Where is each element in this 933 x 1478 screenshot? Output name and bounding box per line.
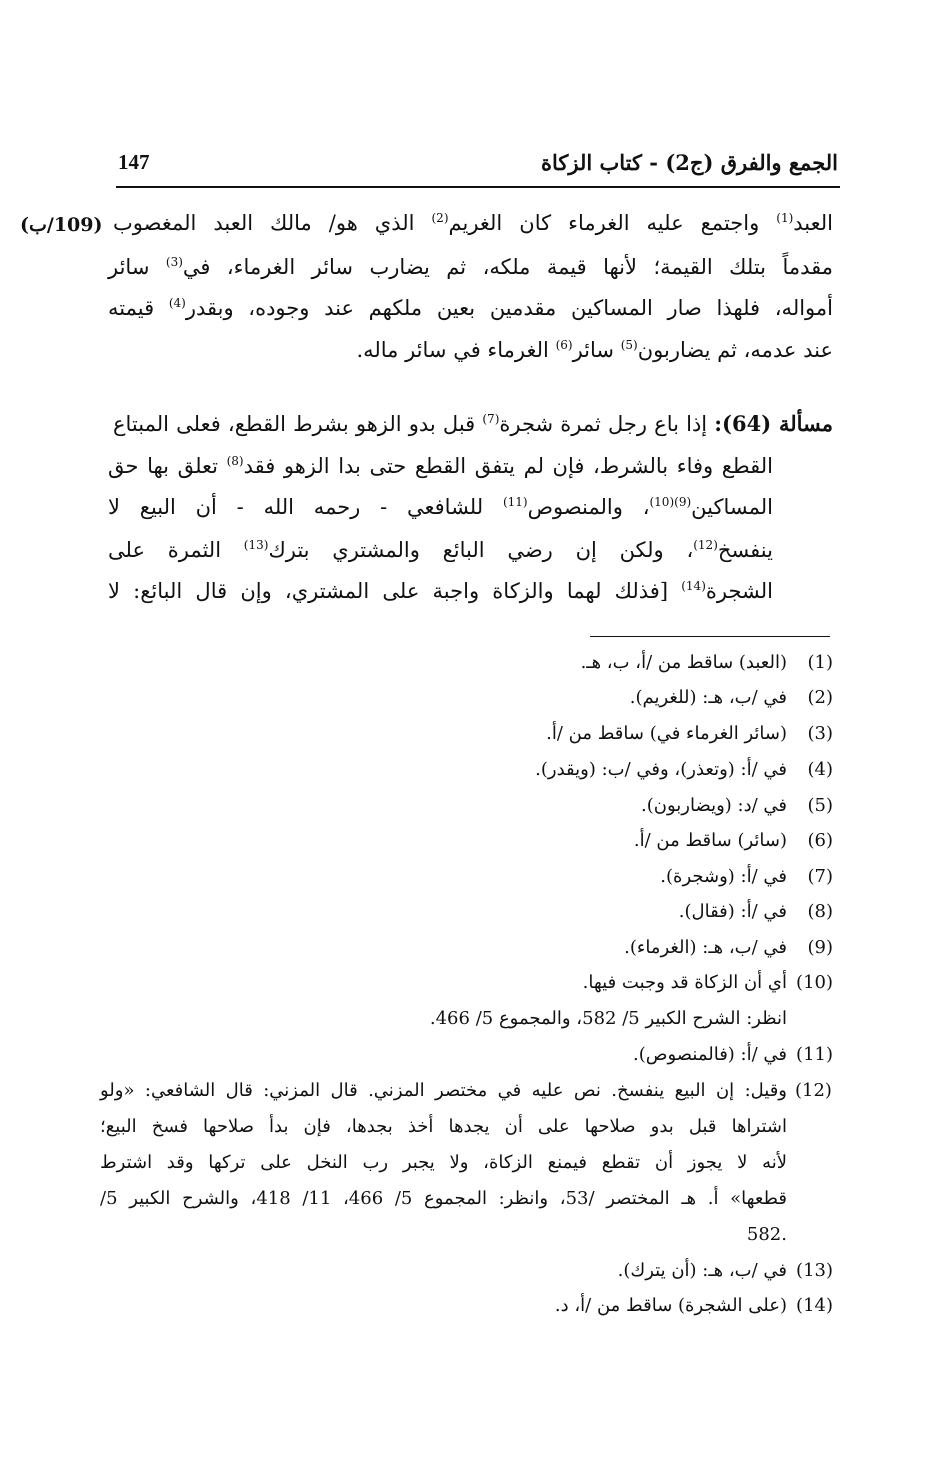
- paragraph1-line1: [113, 213, 833, 234]
- footnote-ref: (8): [226, 454, 244, 468]
- paragraph2-line4: [108, 540, 773, 561]
- text-span: [فذلك لهما والزكاة واجبة على المشتري، وإن قال البائع: لا: [108, 579, 682, 603]
- text-span: واجتمع عليه الغرماء كان الغريم: [448, 211, 777, 235]
- footnote-number: (6): [807, 830, 833, 851]
- footnote-number: (5): [807, 795, 833, 816]
- footnote-11: [633, 1046, 833, 1064]
- footnote-12-line5: .582: [746, 1224, 787, 1245]
- footnote-6: [634, 832, 833, 850]
- footnote-12-line2: اشتراها قبل بدو صلاحها على أن يجدها أخذ بجدها، فإن بدأ صلاحها فسخ البيع؛: [100, 1116, 787, 1137]
- footnote-number: (7): [807, 866, 833, 887]
- paragraph2-line2: [108, 456, 773, 477]
- text-span: الثمرة على: [108, 538, 244, 562]
- footnote-ref: (12): [693, 538, 718, 552]
- footnote-number: (8): [807, 901, 833, 922]
- header-rule: [116, 186, 840, 188]
- folio-marker: (109/ب): [20, 214, 103, 236]
- footnote-ref: (3): [165, 255, 183, 269]
- footnote-rule: [590, 636, 830, 637]
- text-span: الشجرة: [705, 579, 773, 603]
- issue-label: مسألة (64):: [714, 411, 834, 436]
- footnote-text: في /أ: (وشجرة).: [660, 866, 787, 887]
- running-header: [118, 150, 838, 190]
- footnote-number: (11): [796, 1044, 833, 1065]
- footnote-12: [100, 1082, 833, 1100]
- footnote-ref: (11): [502, 495, 528, 509]
- footnote-number: (12): [795, 1080, 832, 1101]
- text-span: قبل بدو الزهو بشرط القطع، فعلى المبتاع: [113, 412, 483, 436]
- footnote-ref: (10): [649, 495, 675, 509]
- footnote-text: في /ب، هـ: (أن يترك).: [617, 1260, 787, 1281]
- footnote-number: (2): [807, 687, 833, 708]
- page-number: 147: [118, 150, 150, 174]
- footnote-text: في /ب، هـ: (الغرماء).: [624, 937, 787, 958]
- footnote-ref: (14): [681, 579, 706, 593]
- footnote-3: [546, 725, 833, 743]
- text-span: الغرماء في سائر ماله.: [356, 338, 556, 362]
- text-span: العبد: [793, 211, 833, 235]
- footnote-number: (9): [807, 937, 833, 958]
- footnote-ref: (7): [482, 412, 500, 426]
- paragraph1-line4: [356, 340, 833, 361]
- footnote-13: [618, 1262, 833, 1280]
- text-span: عند عدمه، ثم يضاربون: [637, 338, 833, 362]
- footnote-text: في /أ: (فالمنصوص).: [632, 1044, 787, 1065]
- footnote-5: [641, 797, 833, 815]
- text-span: أمواله، فلهذا صار المساكين مقدمين بعين ملكهم عند وجوده، وبقدر: [185, 296, 833, 320]
- paragraph1-line3: [108, 298, 833, 319]
- footnote-ref: (6): [555, 338, 573, 352]
- footnote-text: (سائر الغرماء في) ساقط من /أ.: [546, 723, 787, 744]
- paragraph2-line5: [108, 581, 773, 602]
- footnote-ref: (9): [674, 495, 692, 509]
- paragraph2-line1: [113, 413, 833, 435]
- footnote-ref: (4): [168, 296, 186, 310]
- text-span: المساكين: [691, 495, 773, 519]
- footnote-4: [535, 761, 833, 779]
- text-span: ، والمنصوص: [527, 495, 650, 519]
- footnote-ref: (13): [243, 538, 269, 552]
- footnote-8: [679, 903, 833, 921]
- footnote-text: (سائر) ساقط من /أ.: [633, 830, 787, 851]
- footnote-10: [583, 974, 833, 992]
- footnote-text: في /أ: (وتعذر)، وفي /ب: (ويقدر).: [535, 759, 787, 780]
- footnote-text: (على الشجرة) ساقط من /أ، د.: [554, 1295, 787, 1316]
- footnote-ref: (2): [431, 211, 449, 225]
- footnote-number: (14): [796, 1295, 833, 1316]
- footnote-text: (العبد) ساقط من /أ، ب، هـ.: [580, 652, 787, 673]
- footnote-text: في /أ: (فقال).: [678, 901, 787, 922]
- paragraph2-line3: [108, 497, 773, 518]
- text-span: القطع وفاء بالشرط، فإن لم يتفق القطع حتى بدا الزهو فقد: [243, 454, 773, 478]
- text-span: مقدماً بتلك القيمة؛ لأنها قيمة ملكه، ثم يضارب سائر الغرماء، في: [182, 255, 833, 279]
- footnote-7: [660, 868, 833, 886]
- header-title: الجمع والفرق (ج2) - كتاب الزكاة: [540, 150, 838, 175]
- text-span: إذا باع رجل ثمرة شجرة: [499, 412, 715, 436]
- footnote-1: [581, 654, 833, 672]
- footnote-9: [624, 939, 833, 957]
- footnote-12-line3: لأنه لا يجوز أن تقطع فيمنع الزكاة، ولا يجبر رب النخل على تركها وقد اشترط: [100, 1152, 787, 1173]
- footnote-ref: (5): [620, 338, 638, 352]
- text-span: ينفسخ: [717, 538, 773, 562]
- footnote-12-line4: قطعها» أ. هـ المختصر /53، وانظر: المجموع 5/ 466، 11/ 418، والشرح الكبير 5/: [100, 1188, 787, 1209]
- footnote-text: في /ب، هـ: (للغريم).: [629, 687, 787, 708]
- footnote-text: أي أن الزكاة قد وجبت فيها.: [582, 972, 787, 993]
- footnote-number: (3): [807, 723, 833, 744]
- footnote-14: [555, 1297, 833, 1315]
- text-span: قيمته: [108, 296, 169, 320]
- footnote-text: في /د: (ويضاربون).: [641, 795, 787, 816]
- footnote-number: (1): [807, 652, 833, 673]
- text-span: تعلق بها حق: [108, 454, 227, 478]
- footnote-text: وقيل: إن البيع ينفسخ. نص عليه في مختصر المزني. قال المزني: قال الشافعي: «ولو: [100, 1080, 787, 1101]
- text-span: سائر: [572, 338, 621, 362]
- text-span: الذي هو/ مالك العبد المغصوب: [113, 211, 432, 235]
- footnote-2: [630, 689, 833, 707]
- footnote-number: (10): [796, 972, 833, 993]
- text-span: للشافعي - رحمه الله - أن البيع لا: [108, 495, 503, 519]
- text-span: سائر: [108, 255, 166, 279]
- footnote-number: (13): [796, 1260, 833, 1281]
- footnote-number: (4): [807, 759, 833, 780]
- footnote-ref: (1): [776, 211, 794, 225]
- paragraph1-line2: [108, 257, 833, 278]
- footnote-10-continuation: انظر: الشرح الكبير 5/ 582، والمجموع 5/ 466.: [429, 1008, 787, 1029]
- text-span: ، ولكن إن رضي البائع والمشتري بترك: [268, 538, 694, 562]
